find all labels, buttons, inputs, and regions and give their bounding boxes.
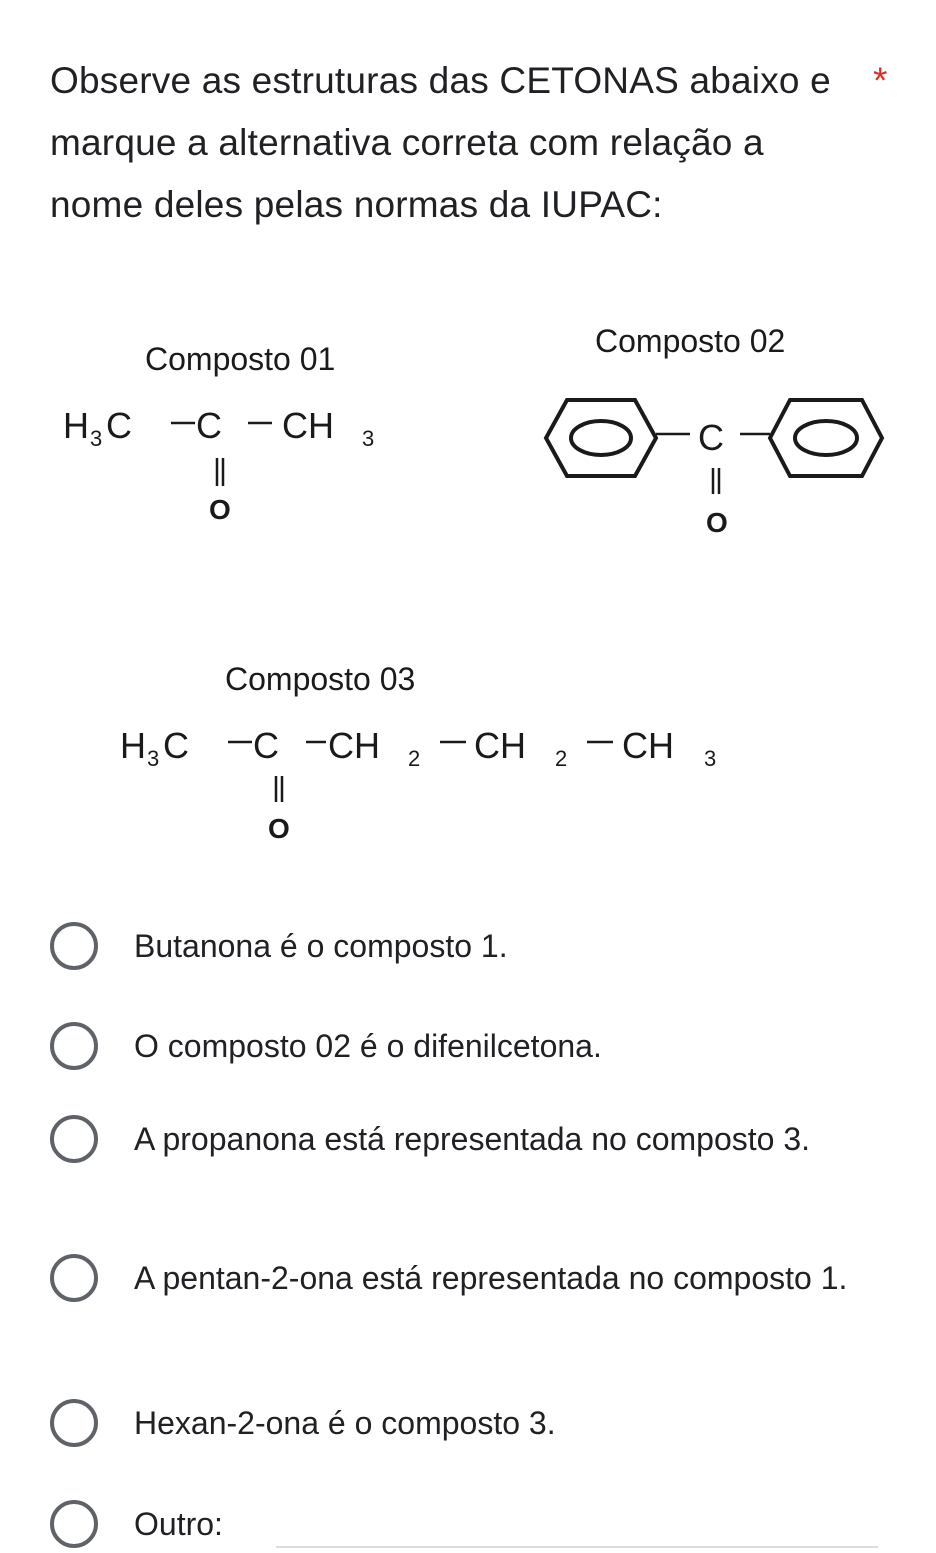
option-label: A propanona está representada no composto 3. (134, 1121, 811, 1157)
question-title: Observe as estruturas das CETONAS abaixo e marque a alternativa correta com relação a nome deles pelas normas da IUPAC: (50, 60, 831, 225)
compound-03-ch3: CH (622, 725, 674, 766)
option-propanona[interactable] (50, 1114, 890, 1164)
compound-03-ch3-sub: 3 (704, 746, 717, 771)
compound-03-c-left: C (163, 725, 189, 766)
radio-unchecked-icon[interactable] (50, 1022, 98, 1070)
compound-01-oxygen: O (209, 494, 231, 525)
radio-unchecked-icon[interactable] (50, 922, 98, 970)
compound-01 (63, 341, 374, 525)
option-label: O composto 02 é o difenilcetona. (134, 1028, 602, 1064)
compound-01-c-left: C (106, 405, 132, 446)
compound-01-label: Composto 01 (145, 341, 336, 377)
option-pentan-2-ona[interactable] (50, 1253, 890, 1303)
required-asterisk: * (873, 60, 888, 101)
option-outro[interactable] (50, 1499, 890, 1549)
compound-01-h-sub: 3 (90, 426, 103, 451)
other-text-input[interactable] (276, 1546, 878, 1548)
compound-01-c-carbonyl: C (196, 405, 222, 446)
option-butanona[interactable] (50, 921, 890, 971)
ketone-structures-image (0, 300, 936, 860)
compound-03-c-carbonyl: C (253, 725, 279, 766)
compound-03-h: H (120, 725, 146, 766)
compound-02-oxygen: O (706, 507, 728, 538)
compound-01-ch: CH (282, 405, 334, 446)
compound-03-oxygen: O (268, 813, 290, 844)
compound-03-ch2-a-sub: 2 (408, 746, 421, 771)
radio-unchecked-icon[interactable] (50, 1399, 98, 1447)
compound-01-h: H (63, 405, 89, 446)
compound-03-ch2-b: CH (474, 725, 526, 766)
compound-03-ch2-a: CH (328, 725, 380, 766)
compound-03-h-sub: 3 (147, 746, 160, 771)
option-difenilcetona[interactable] (50, 1021, 890, 1071)
compound-03-ch2-b-sub: 2 (555, 746, 568, 771)
option-label: Butanona é o composto 1. (134, 928, 508, 964)
radio-unchecked-icon[interactable] (50, 1115, 98, 1163)
compound-03-label: Composto 03 (225, 661, 416, 697)
benzene-ring-icon (546, 400, 656, 476)
option-label: Outro: (134, 1506, 223, 1542)
option-label: Hexan-2-ona é o composto 3. (134, 1405, 556, 1441)
compound-02-label: Composto 02 (595, 323, 786, 359)
option-hexan-2-ona[interactable] (50, 1398, 890, 1448)
radio-unchecked-icon[interactable] (50, 1500, 98, 1548)
compound-03 (120, 661, 716, 844)
compound-02-c-carbonyl: C (698, 417, 724, 458)
compound-01-ch-sub: 3 (362, 426, 375, 451)
radio-unchecked-icon[interactable] (50, 1254, 98, 1302)
compound-02 (546, 323, 882, 538)
option-label: A pentan-2-ona está representada no composto 1. (134, 1260, 848, 1296)
benzene-ring-icon (770, 400, 882, 476)
